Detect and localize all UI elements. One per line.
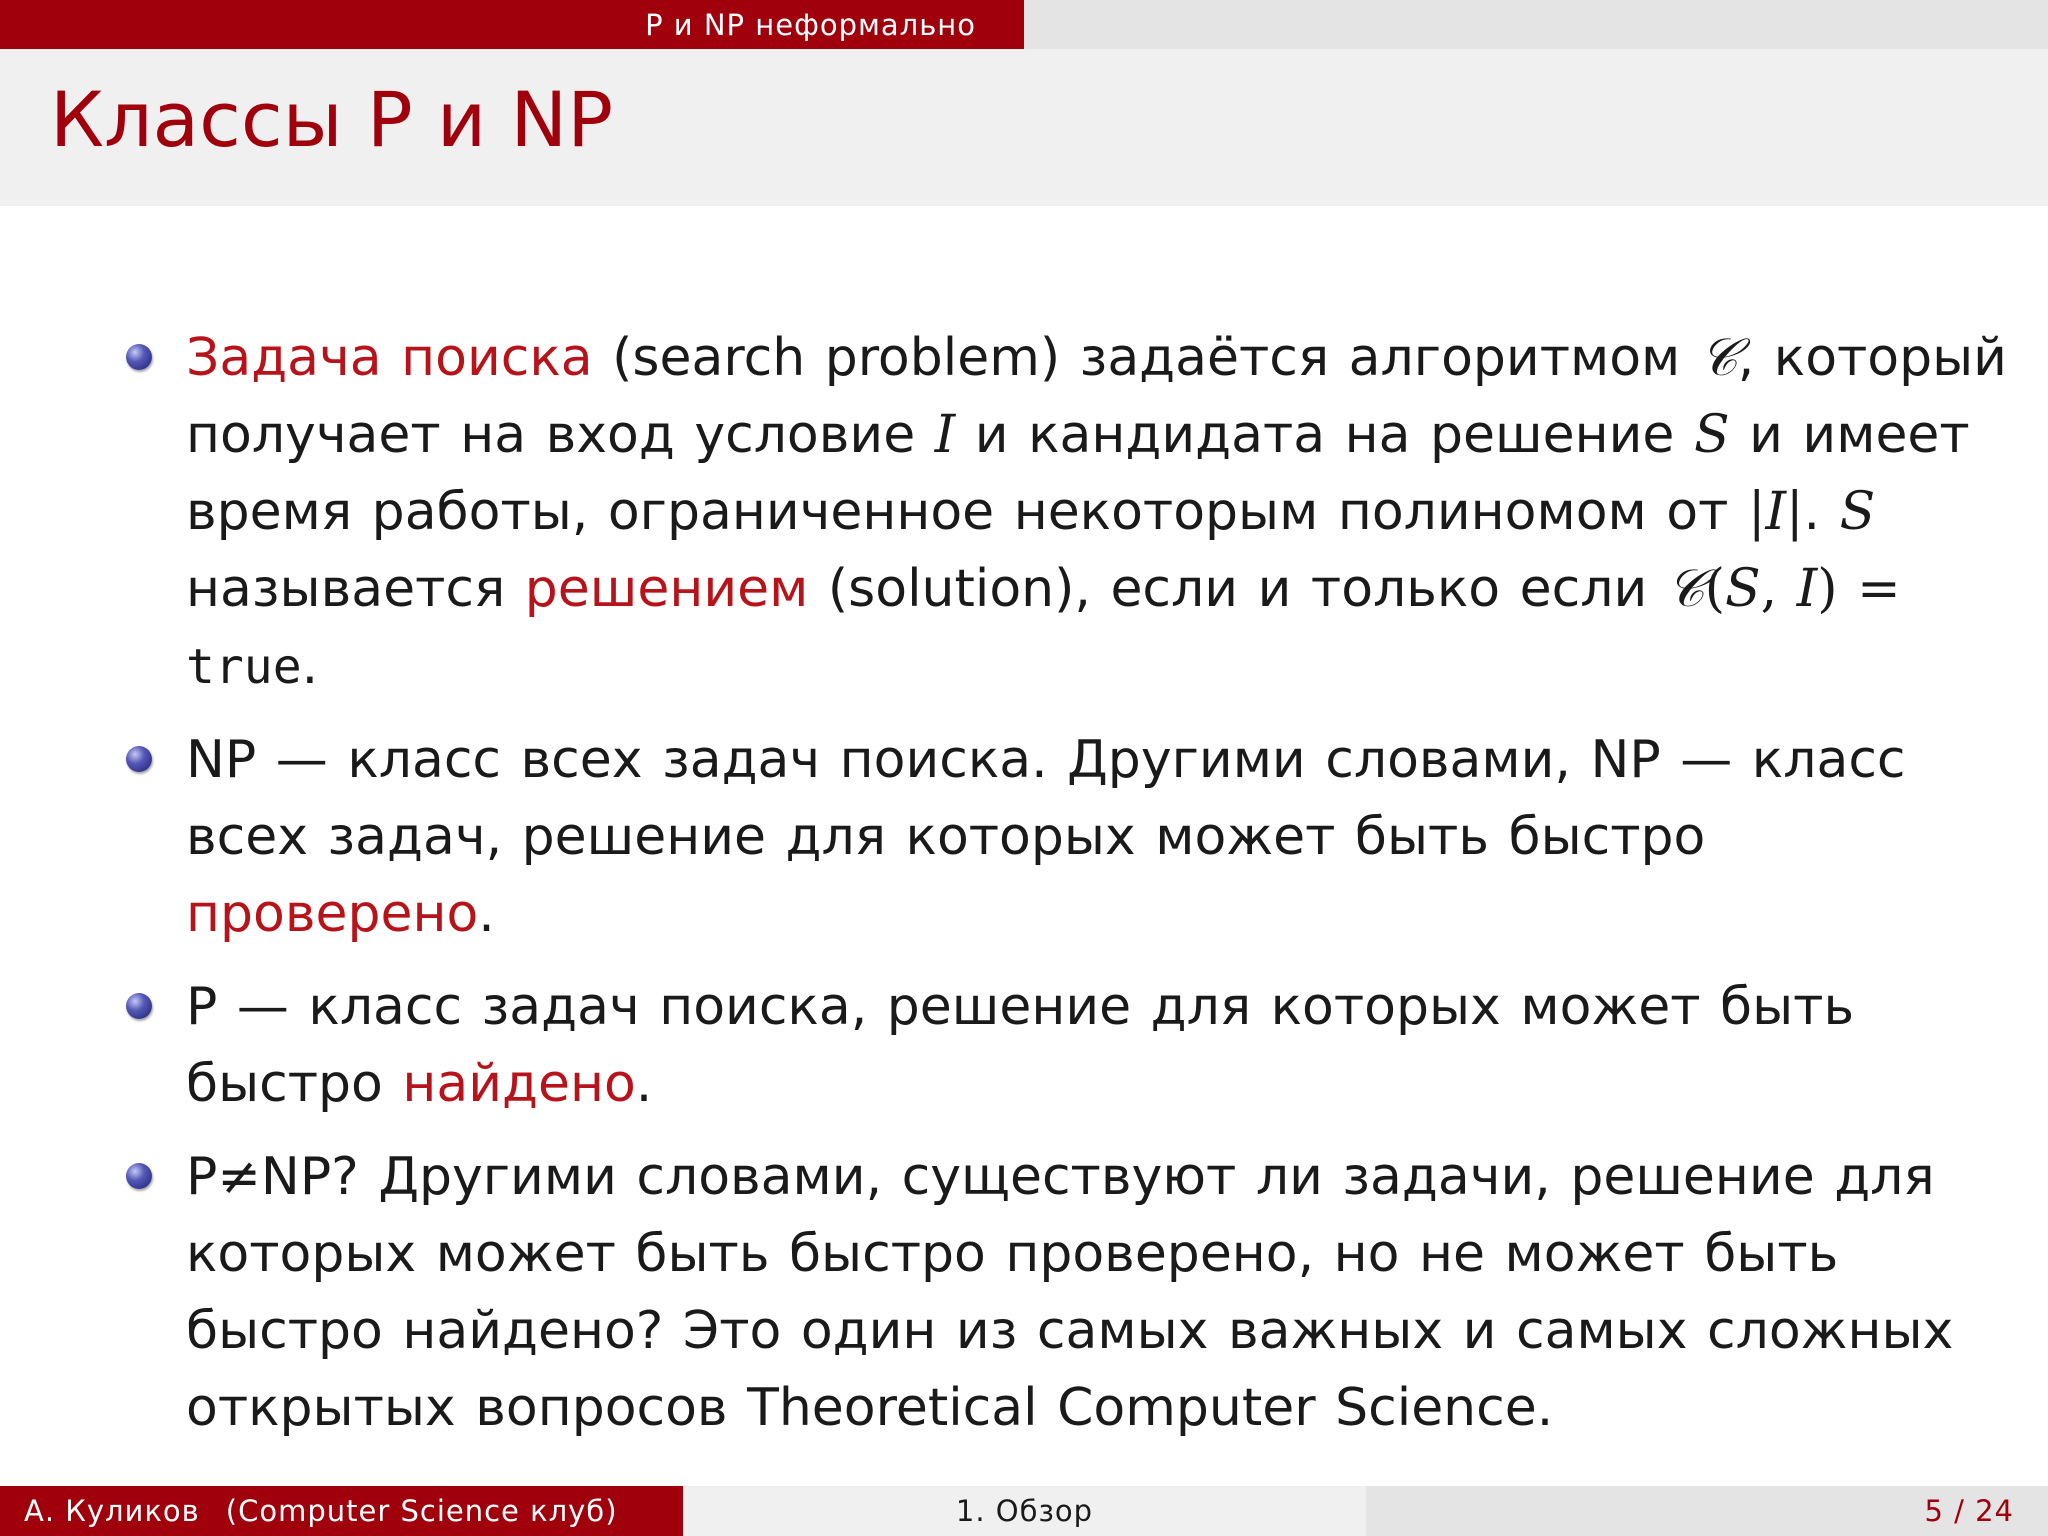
bullet-item: P≠NP? Другими словами, существуют ли задачи, решение для которых может быть быстро проверено, но не может быть быстро найдено? Это один из самых важных и самых сложных открытых вопросов Theoretical Computer Science. <box>0 1139 2048 1447</box>
term-found: найдено <box>402 1054 636 1114</box>
top-navigation-bar <box>0 0 2048 49</box>
term-verified: проверено <box>186 884 479 944</box>
footer-section[interactable]: 1. Обзор <box>683 1486 1366 1536</box>
slide-content <box>0 320 2048 1463</box>
bullet-ball-icon <box>126 344 152 370</box>
frame-title: Классы P и NP <box>50 75 614 164</box>
footer-bar <box>0 1486 2048 1536</box>
bullet-ball-icon <box>126 1163 152 1189</box>
bullet-ball-icon <box>126 746 152 772</box>
term-solution: решением <box>524 559 809 619</box>
footer-author: А. Куликов <box>24 1494 200 1528</box>
footer-page-number: 5 / 24 <box>1366 1486 2048 1536</box>
bullet-item: Задача поиска (search problem) задаётся алгоритмом 𝒞, который получает на вход условие I и кандидата на решение S и имеет время работы, ограниченное некоторым полиномом от |I|. S называется решением (solution), если и только если 𝒞(S, I) = true. <box>0 320 2048 706</box>
instance-symbol: I <box>934 405 956 465</box>
footer-institute: (Computer Science клуб) <box>225 1494 618 1528</box>
instance-size-expr: |I| <box>1747 482 1804 542</box>
bullet-item: NP — класс всех задач поиска. Другими словами, NP — класс всех задач, решение для которых может быть быстро проверено. <box>0 722 2048 953</box>
algorithm-symbol: 𝒞 <box>1699 328 1738 388</box>
section-title[interactable]: P и NP неформально <box>0 0 1024 49</box>
solution-symbol: S <box>1693 405 1730 465</box>
formula-check: 𝒞(S, I) = true <box>186 559 1901 695</box>
bullet-ball-icon <box>126 993 152 1019</box>
footer-author-institute[interactable] <box>0 1486 683 1536</box>
bullet-item: P — класс задач поиска, решение для которых может быть быстро найдено. <box>0 969 2048 1123</box>
term-search-problem: Задача поиска <box>186 328 593 388</box>
